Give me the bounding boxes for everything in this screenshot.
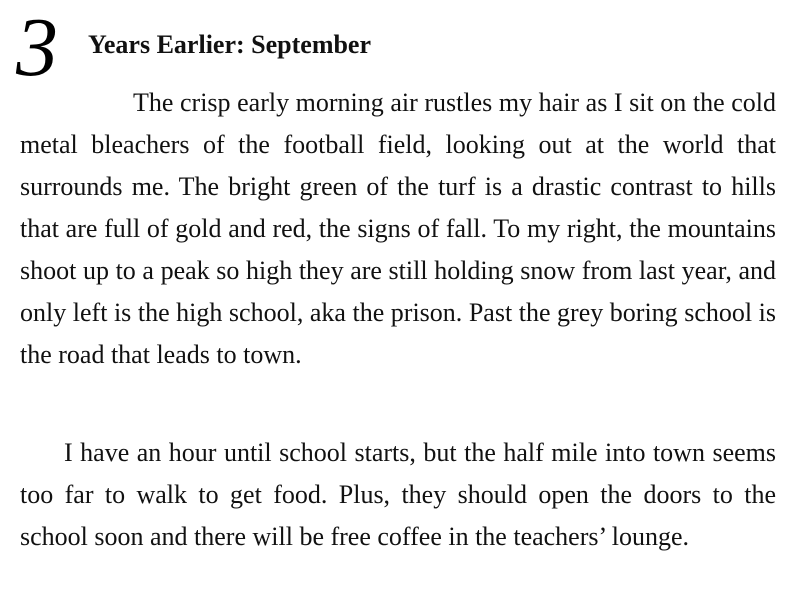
paragraph-1: The crisp early morning air rustles my hair as I sit on the cold metal bleachers of the football field, looking out at the world that surrounds me. The bright green of the turf is a drastic contrast to hills that are full of gold and red, the signs of fall. To my right, the mountains shoot up to a peak so high they are still holding snow from last year, and only left is the high school, aka the prison. Past the grey boring school is the road that leads to town. <box>20 88 776 369</box>
chapter-number-drop-cap: 3 <box>16 1 58 94</box>
paragraph-2: I have an hour until school starts, but the half mile into town seems too far to walk to get food. Plus, they should open the doors to the school soon and there will be free coffee in the teachers’ lounge. <box>20 438 776 551</box>
chapter-title: Years Earlier: September <box>88 30 372 59</box>
